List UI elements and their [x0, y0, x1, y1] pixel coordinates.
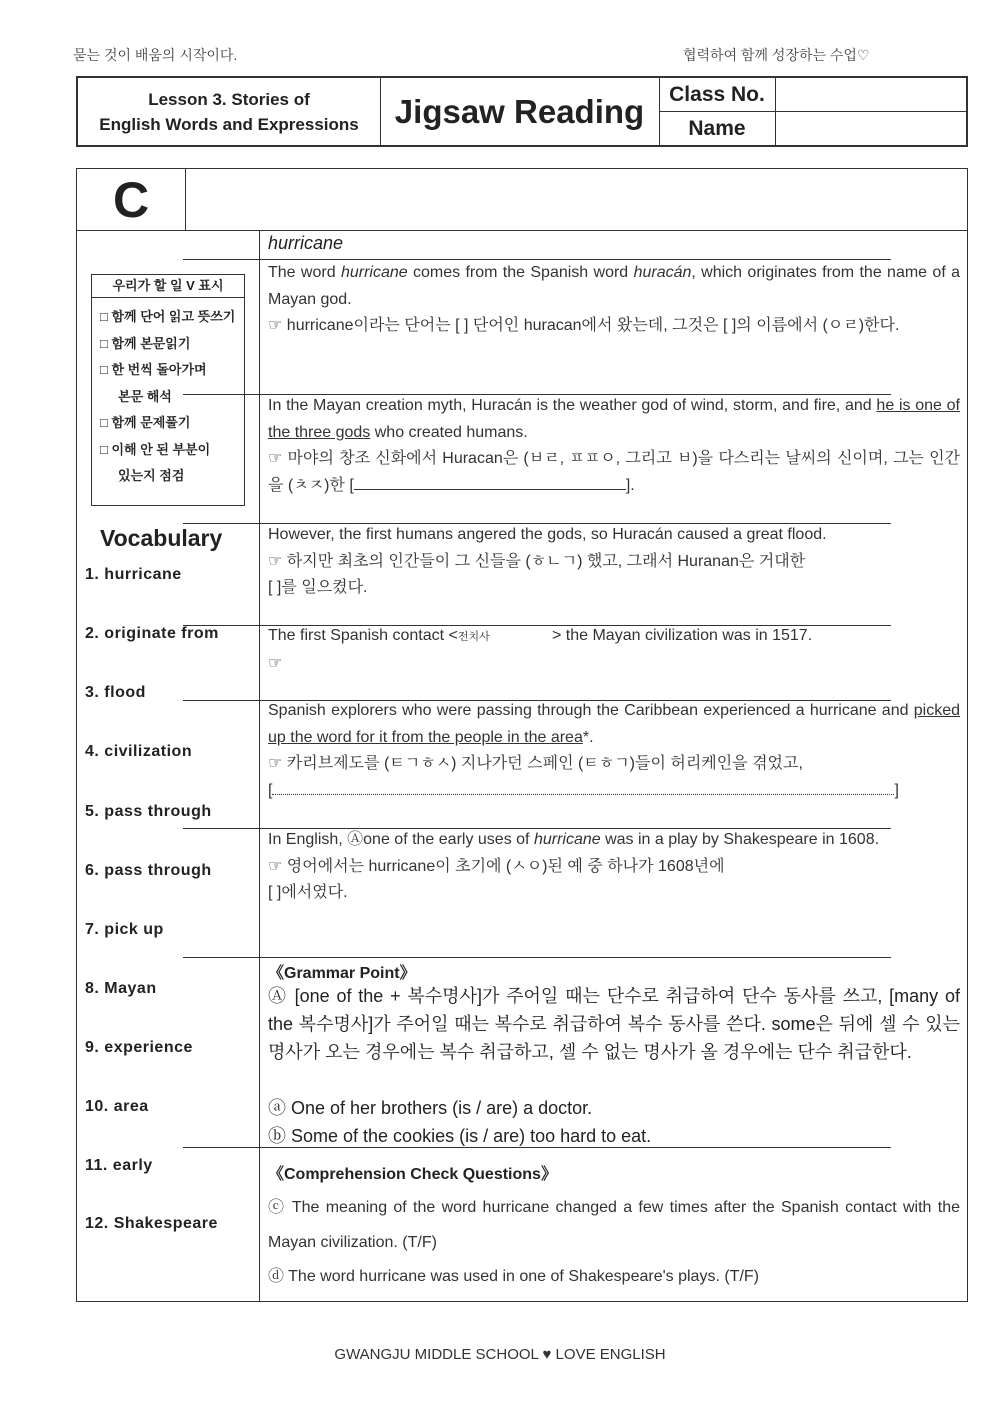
todo-box	[91, 274, 245, 506]
footer: GWANGJU MIDDLE SCHOOL ♥ LOVE ENGLISH	[334, 1346, 666, 1363]
grammar-example-b: ⓑ Some of the cookies (is / are) too hard to eat.	[268, 1126, 652, 1146]
translation-blank: [ ]	[268, 781, 899, 799]
reading-section-3	[268, 522, 960, 602]
reading-section-2	[268, 393, 960, 499]
sentence-en: In the Mayan creation myth, Huracán is the weather god of wind, storm, and fire, and he is one of the three gods who created humans.	[268, 397, 960, 441]
todo-item[interactable]: □ 함께 단어 읽고 뜻쓰기	[100, 309, 236, 324]
question-d: ⓓ The word hurricane was used in one of Shakespeare's plays. (T/F)	[268, 1268, 759, 1285]
todo-item-cont: 있는지 점검	[118, 468, 185, 483]
group-box	[76, 168, 968, 230]
vocab-item: 10. area	[85, 1098, 149, 1115]
name-label: Name	[659, 112, 776, 145]
right-motto: 협력하여 함께 성장하는 수업♡	[683, 47, 870, 63]
comprehension-title: 《Comprehension Check Questions》	[268, 1166, 557, 1183]
grammar-example-a: ⓐ One of her brothers (is / are) a doctor.	[268, 1098, 593, 1118]
sentence-en: However, the first humans angered the gods, so Huracán caused a great flood.	[268, 526, 827, 543]
todo-item[interactable]: □ 이해 안 된 부분이	[100, 441, 211, 457]
lesson-line-1: Lesson 3. Stories of	[148, 89, 310, 109]
vocab-item: 7. pick up	[85, 921, 164, 938]
vocab-item: 9. experience	[85, 1039, 193, 1056]
page-title: Jigsaw Reading	[380, 78, 660, 145]
translation-ko: ☞ 하지만 최초의 인간들이 그 신들을 (ㅎㄴㄱ) 했고, 그래서 Huranan은 거대한	[268, 552, 806, 570]
header-table	[76, 76, 968, 147]
reading-section-4	[268, 623, 960, 677]
vocab-item: 8. Mayan	[85, 980, 157, 997]
lesson-line-2: English Words and Expressions	[99, 114, 359, 134]
reading-section-6	[268, 827, 960, 907]
name-field[interactable]	[776, 112, 964, 145]
vocab-item: 2. originate from	[85, 625, 219, 642]
reading-heading: hurricane	[268, 233, 344, 253]
translation-ko: ☞ hurricane이라는 단어는 [ ] 단어인 huracan에서 왔는데, 그것은 [ ]의 이름에서 (ㅇㄹ)한다.	[268, 317, 900, 334]
vocab-item: 11. early	[85, 1157, 153, 1174]
vocab-item: 5. pass through	[85, 803, 212, 820]
sentence-en: The first Spanish contact <전치사 > the Mayan civilization was in 1517.	[268, 627, 813, 644]
reading-section-5	[268, 698, 960, 804]
class-no-label: Class No.	[659, 78, 776, 111]
todo-title: 우리가 할 일 V 표시	[92, 275, 244, 298]
reading-section-1	[268, 260, 960, 340]
vocabulary-title: Vocabulary	[100, 525, 223, 551]
answer-blank[interactable]	[354, 475, 626, 490]
translation-ko: [ ]에서였다.	[268, 884, 348, 901]
row-divider	[183, 957, 891, 958]
vocab-item: 3. flood	[85, 684, 146, 701]
todo-item[interactable]: □ 함께 본문읽기	[100, 335, 191, 351]
grammar-title: 《Grammar Point》	[268, 965, 416, 982]
answer-blank[interactable]	[272, 780, 894, 795]
translation-ko: ☞ 카리브제도를 (ㅌㄱㅎㅅ) 지나가던 스페인 (ㅌㅎㄱ)들이 허리케인을 겪었고,	[268, 755, 803, 772]
vocab-item: 1. hurricane	[85, 566, 182, 583]
header-divider	[659, 111, 966, 112]
translation-ko: ☞	[268, 654, 283, 672]
translation-ko: ☞ 영어에서는 hurricane이 초기에 (ㅅㅇ)된 예 중 하나가 1608년에	[268, 857, 725, 875]
todo-item-cont: 본문 해석	[118, 388, 172, 404]
todo-item[interactable]: □ 함께 문제풀기	[100, 415, 191, 430]
translation-ko: ☞ 마야의 창조 신화에서 Huracan은 (ㅂㄹ, ㅍㅍㅇ, 그리고 ㅂ)을 다스리는 날씨의 신이며, 그는 인간을 (ㅊㅈ)한 [ ].	[268, 450, 960, 494]
vocab-item: 4. civilization	[85, 743, 193, 760]
preposition-hint: 전치사	[457, 631, 490, 643]
group-letter: C	[77, 169, 186, 230]
class-no-field[interactable]	[776, 78, 964, 111]
sentence-en: Spanish explorers who were passing through the Caribbean experienced a hurricane and picked up the word for it from the people in the area*.	[268, 702, 960, 746]
question-c: ⓒ The meaning of the word hurricane changed a few times after the Spanish contact with the Mayan civilization. (T/F)	[268, 1199, 960, 1251]
vocab-item: 6. pass through	[85, 862, 212, 879]
todo-item[interactable]: □ 한 번씩 돌아가며	[100, 362, 207, 377]
vocab-item: 12. Shakespeare	[85, 1215, 218, 1232]
translation-ko: [ ]를 일으켰다.	[268, 579, 368, 596]
sentence-en: The word hurricane comes from the Spanish word huracán, which originates from the name of a Mayan god.	[268, 264, 961, 308]
left-motto: 묻는 것이 배움의 시작이다.	[73, 47, 238, 63]
grammar-explanation: Ⓐ [one of the + 복수명사]가 주어일 때는 단수로 취급하여 단수 동사를 쓰고, [many of the 복수명사]가 주어일 때는 복수로 취급하여 복수 동사를 쓴다. some은 뒤에 셀 수 있는 명사가 오는 경우에는 복수 취급하고, 셀 수 없는 명사가 올 경우에는 단수 취급한다.	[268, 986, 960, 1062]
lesson-title	[78, 78, 381, 145]
sentence-en: In English, Ⓐone of the early uses of hurricane was in a play by Shakespeare in 1608.	[268, 831, 880, 848]
column-divider	[259, 231, 260, 1301]
